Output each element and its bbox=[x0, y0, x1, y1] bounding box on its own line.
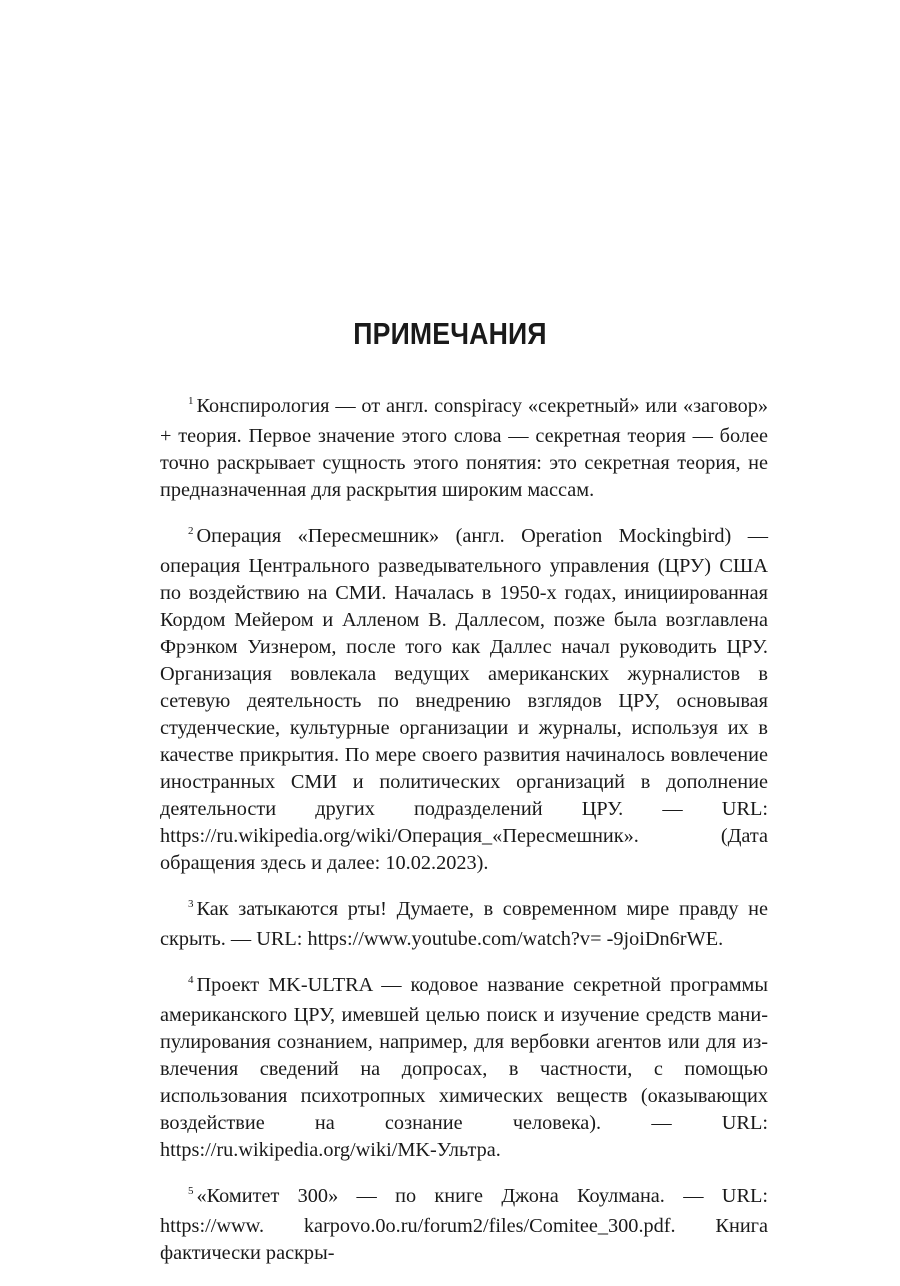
note-text: Операция «Пересмешник» (англ. Operation Mockingbird) — операция Центрального разведывательного управления (ЦРУ) США по воздействию на СМИ. Началась в 1950-х годах, инициированная Кордом Мейером и Алленом В. Даллесом, позже была возглавлена Фрэнком Уизнером, после того как Даллес начал руководить ЦРУ. Организация вовлекала ведущих американских журналистов в сетевую деятельность по внедрению взглядов ЦРУ, основывая студенческие, культурные организации и журналы, используя их в качестве прикрытия. По мере своего развития начиналось вовлечение иностранных СМИ и политических организаций в дополнение деятельности других подразделений ЦРУ. — URL: https://ru.wikipedia.org/wiki/Операция_«Пересмешник». (Дата обращения здесь и далее: 10.02.2023). bbox=[160, 525, 768, 874]
note-number: 4 bbox=[188, 974, 194, 986]
page-title: ПРИМЕЧАНИЯ bbox=[353, 316, 547, 351]
note-3 bbox=[160, 896, 768, 953]
note-number: 3 bbox=[188, 898, 194, 910]
note-2 bbox=[160, 523, 768, 877]
note-4 bbox=[160, 972, 768, 1164]
note-text: Как затыкаются рты! Думаете, в современном мире правду не скрыть. — URL: https://www.youtube.com/watch?v= -9joiDn6rWE. bbox=[160, 898, 768, 950]
note-5 bbox=[160, 1183, 768, 1267]
note-number: 5 bbox=[188, 1185, 194, 1197]
note-text: «Комитет 300» — по книге Джона Коулмана. — URL: https://www. karpovo.0o.ru/forum2/files/Comitee_300.pdf. Книга фактически раскры- bbox=[160, 1185, 768, 1264]
note-number: 1 bbox=[188, 395, 194, 407]
note-text: Конспирология — от англ. conspiracy «секретный» или «заговор» + теория. Первое значение этого слова — секретная теория — более точно раскрывает сущность этого понятия: это секретная теория, не предназначенная для раскрытия широким массам. bbox=[160, 395, 768, 501]
notes-list bbox=[160, 393, 768, 1286]
note-1 bbox=[160, 393, 768, 504]
note-text: Проект MK-ULTRA — кодовое название секретной программы американского ЦРУ, имевшей целью поиск и изучение средств манипулирования сознанием, например, для вербовки агентов или для извлечения сведений на допросах, в частности, с помощью использования психотропных химических веществ (оказывающих воздействие на сознание человека). — URL: https://ru.wikipedia.org/wiki/MK-Ультра. bbox=[160, 974, 768, 1161]
note-number: 2 bbox=[188, 525, 194, 537]
